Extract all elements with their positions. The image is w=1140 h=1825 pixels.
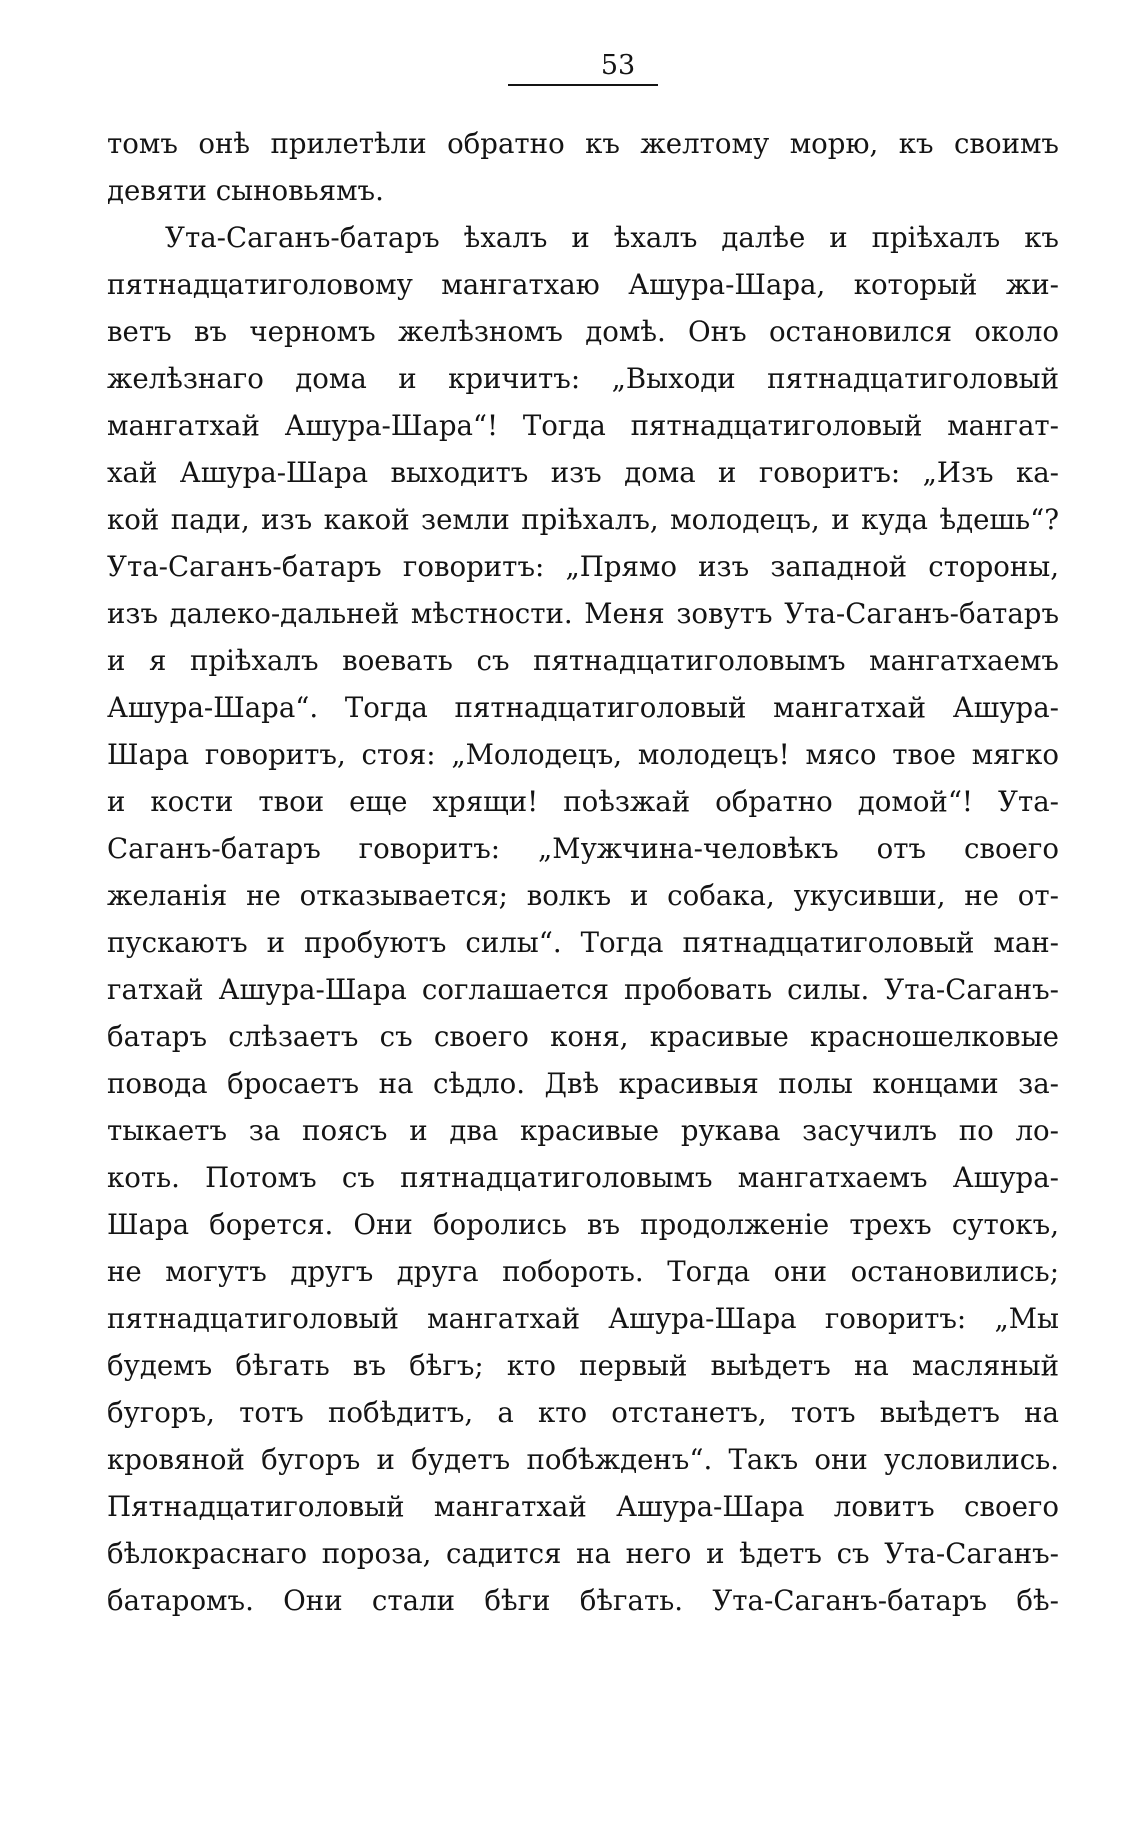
text-line: батаромъ. Они стали бѣги бѣгать. Ута-Саганъ-батаръ бѣ- — [107, 1584, 1059, 1617]
text-line: пятнадцатиголовый мангатхай Ашура-Шара говоритъ: „Мы — [107, 1302, 1059, 1335]
text-line: батаръ слѣзаетъ съ своего коня, красивые красношелковые — [107, 1020, 1059, 1053]
text-line: тыкаетъ за поясъ и два красивые рукава засучилъ по ло- — [107, 1114, 1059, 1147]
body-text — [107, 120, 1059, 1624]
text-line: и кости твои еще хрящи! поѣзжай обратно домой“! Ута- — [107, 785, 1059, 818]
text-line: повода бросаетъ на сѣдло. Двѣ красивыя полы концами за- — [107, 1067, 1059, 1100]
text-line: гатхай Ашура-Шара соглашается пробовать силы. Ута-Саганъ- — [107, 973, 1059, 1006]
text-line: мангатхай Ашура-Шара“! Тогда пятнадцатиголовый мангат- — [107, 409, 1059, 442]
text-line: и я пріѣхалъ воевать съ пятнадцатиголовымъ мангатхаемъ — [107, 644, 1059, 677]
text-line: коть. Потомъ съ пятнадцатиголовымъ мангатхаемъ Ашура- — [107, 1161, 1059, 1194]
text-line: Ашура-Шара“. Тогда пятнадцатиголовый мангатхай Ашура- — [107, 691, 1059, 724]
text-line: желѣзнаго дома и кричитъ: „Выходи пятнадцатиголовый — [107, 362, 1059, 395]
text-line: будемъ бѣгать въ бѣгъ; кто первый выѣдетъ на масляный — [107, 1349, 1059, 1382]
text-line: Ута-Саганъ-батаръ ѣхалъ и ѣхалъ далѣе и пріѣхалъ къ — [165, 221, 1059, 254]
text-line: бугоръ, тотъ побѣдитъ, а кто отстанетъ, тотъ выѣдетъ на — [107, 1396, 1059, 1429]
text-line: томъ онѣ прилетѣли обратно къ желтому морю, къ своимъ — [107, 127, 1059, 160]
page-number-rule — [508, 84, 658, 86]
text-line: хай Ашура-Шара выходитъ изъ дома и говоритъ: „Изъ ка- — [107, 456, 1059, 489]
text-line: не могутъ другъ друга побороть. Тогда они остановились; — [107, 1255, 1059, 1288]
text-line: Ута-Саганъ-батаръ говоритъ: „Прямо изъ западной стороны, — [107, 550, 1059, 583]
text-line: изъ далеко-дальней мѣстности. Меня зовутъ Ута-Саганъ-батаръ — [107, 597, 1059, 630]
text-line: пускаютъ и пробуютъ силы“. Тогда пятнадцатиголовый ман- — [107, 926, 1059, 959]
text-line: девяти сыновьямъ. — [107, 174, 384, 207]
text-line: желанія не отказывается; волкъ и собака, укусивши, не от- — [107, 879, 1059, 912]
page-number: 53 — [600, 50, 636, 81]
text-line: Шара борется. Они боролись въ продолженіе трехъ сутокъ, — [107, 1208, 1059, 1241]
text-line: Пятнадцатиголовый мангатхай Ашура-Шара ловитъ своего — [107, 1490, 1059, 1523]
text-line: Саганъ-батаръ говоритъ: „Мужчина-человѣкъ отъ своего — [107, 832, 1059, 865]
text-line: кой пади, изъ какой земли пріѣхалъ, молодецъ, и куда ѣдешь“? — [107, 503, 1059, 536]
text-line: Шара говоритъ, стоя: „Молодецъ, молодецъ! мясо твое мягко — [107, 738, 1059, 771]
text-line: пятнадцатиголовому мангатхаю Ашура-Шара, который жи- — [107, 268, 1059, 301]
text-line: кровяной бугоръ и будетъ побѣжденъ“. Такъ они условились. — [107, 1443, 1059, 1476]
text-line: бѣлокраснаго пороза, садится на него и ѣдетъ съ Ута-Саганъ- — [107, 1537, 1059, 1570]
text-line: ветъ въ черномъ желѣзномъ домѣ. Онъ остановился около — [107, 315, 1059, 348]
